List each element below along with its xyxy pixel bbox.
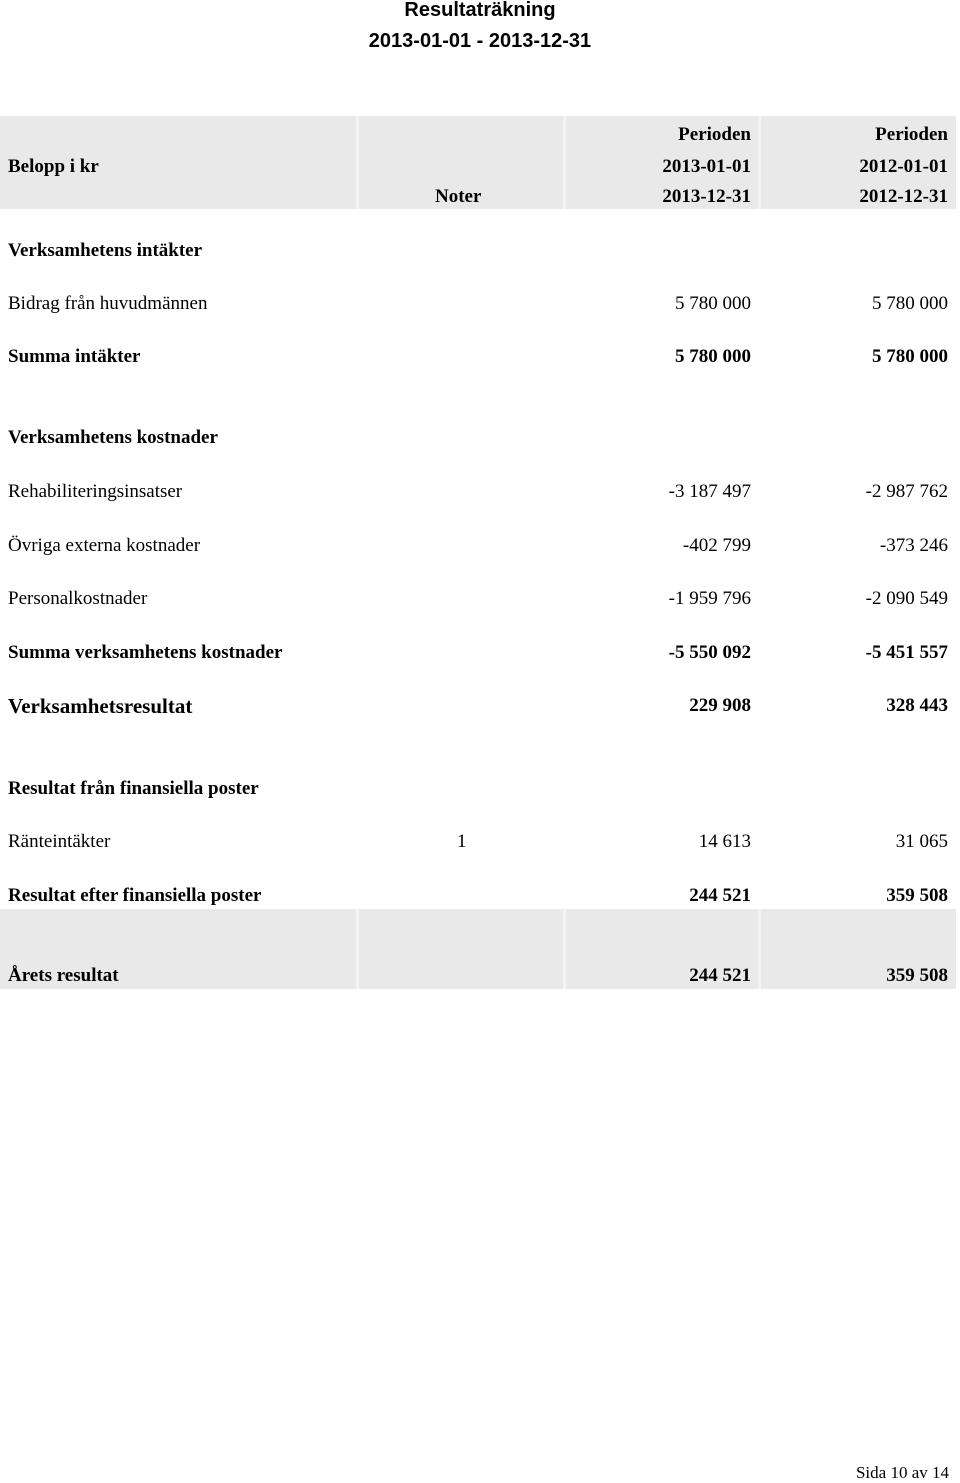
row-value-efter-fin-2013: 244 521 (689, 885, 751, 906)
document-title: Resultaträkning (404, 0, 556, 21)
costs-heading: Verksamhetens kostnader (8, 427, 218, 448)
financial-heading: Resultat från finansiella poster (8, 778, 259, 799)
row-value-arets-resultat-2012: 359 508 (886, 965, 948, 986)
row-value-verksamhetsresultat-2012: 328 443 (886, 695, 948, 716)
row-value-bidrag-2012: 5 780 000 (872, 293, 948, 314)
row-label-ovriga: Övriga externa kostnader (8, 535, 201, 556)
band-separator (356, 909, 359, 989)
row-value-ovriga-2013: -402 799 (682, 535, 751, 556)
row-value-ranteintakter-2013: 14 613 (698, 831, 751, 852)
row-value-personal-2013: -1 959 796 (668, 588, 751, 609)
row-value-rehab-2012: -2 987 762 (865, 481, 948, 502)
amount-label: Belopp i kr (8, 156, 99, 177)
notes-header: Noter (435, 186, 482, 207)
col1-header-line2: 2013-01-01 (662, 156, 751, 177)
row-value-summa-intakter-2012: 5 780 000 (872, 346, 948, 367)
row-label-ranteintakter: Ränteintäkter (8, 831, 111, 852)
band-separator (758, 116, 761, 209)
row-label-summa-intakter: Summa intäkter (8, 346, 141, 367)
row-label-personal: Personalkostnader (8, 588, 148, 609)
income-heading: Verksamhetens intäkter (8, 240, 203, 261)
row-label-bidrag: Bidrag från huvudmännen (8, 293, 208, 314)
band-separator (563, 909, 566, 989)
row-value-bidrag-2013: 5 780 000 (675, 293, 751, 314)
band-separator (356, 116, 359, 209)
col2-header-line2: 2012-01-01 (859, 156, 948, 177)
col2-header-line3: 2012-12-31 (859, 186, 948, 207)
col1-header-line3: 2013-12-31 (662, 186, 751, 207)
row-note-ranteintakter: 1 (457, 831, 467, 852)
row-label-rehab: Rehabiliteringsinsatser (8, 481, 183, 502)
col2-header-line1: Perioden (875, 124, 948, 145)
row-label-summa-kostnader: Summa verksamhetens kostnader (8, 642, 283, 663)
row-value-summa-kostnader-2012: -5 451 557 (865, 642, 948, 663)
row-value-summa-intakter-2013: 5 780 000 (675, 346, 751, 367)
row-value-efter-fin-2012: 359 508 (886, 885, 948, 906)
page-number: Sida 10 av 14 (855, 1463, 949, 1482)
row-value-rehab-2013: -3 187 497 (668, 481, 751, 502)
row-label-verksamhetsresultat: Verksamhetsresultat (8, 694, 193, 718)
row-value-ovriga-2012: -373 246 (879, 535, 948, 556)
row-value-personal-2012: -2 090 549 (865, 588, 948, 609)
document-period: 2013-01-01 - 2013-12-31 (368, 30, 592, 52)
row-value-verksamhetsresultat-2013: 229 908 (689, 695, 751, 716)
row-value-summa-kostnader-2013: -5 550 092 (668, 642, 751, 663)
band-separator (563, 116, 566, 209)
result-band (0, 909, 956, 989)
row-value-ranteintakter-2012: 31 065 (895, 831, 948, 852)
row-label-efter-fin: Resultat efter finansiella poster (8, 885, 262, 906)
col1-header-line1: Perioden (678, 124, 751, 145)
row-label-arets-resultat: Årets resultat (8, 965, 119, 986)
band-separator (758, 909, 761, 989)
row-value-arets-resultat-2013: 244 521 (689, 965, 751, 986)
